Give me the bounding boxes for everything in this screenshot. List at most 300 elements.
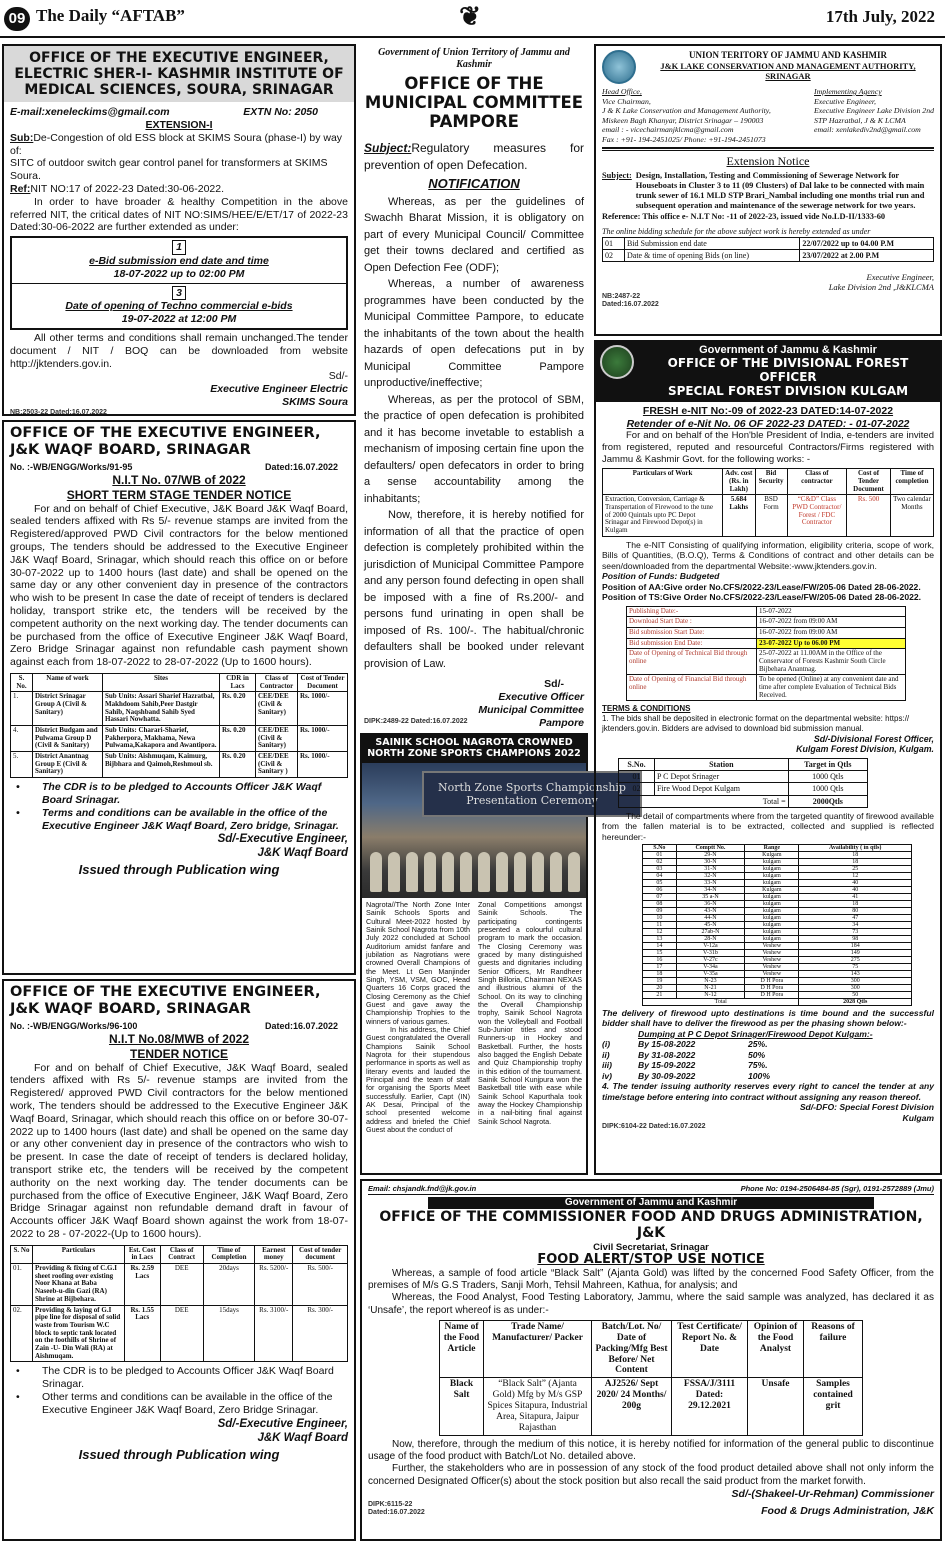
authority-name: J&K LAKE CONSERVATION AND MANAGEMENT AUTHORITY, SRINAGAR: [660, 60, 916, 82]
signatory: Sd/-Executive Engineer,: [217, 833, 348, 846]
news-photo: [362, 763, 626, 898]
phase-row: [602, 1060, 934, 1070]
notice-heading: TENDER NOTICE: [129, 1046, 228, 1061]
table-cell: 33-N: [676, 879, 745, 886]
phase-cell: By 15-08-2022: [638, 1039, 696, 1050]
table-cell: 2028 Qtls: [799, 998, 912, 1005]
bullet-item: • Terms and conditions can be available in the office of the Executive Engineer J&K Waqf Board, Zero bridge, Srinagar.: [10, 807, 348, 833]
table-cell: V-35a: [676, 970, 745, 977]
col-header: Class of Contractor: [256, 673, 298, 691]
col-header: Earnest money: [255, 1245, 293, 1263]
table-cell: Sub Units: Charari-Sharief, Pakherpora, Makhama, Newa Pulwama,Kakapora and Awantipora.: [103, 726, 220, 752]
col-header: CDR in Lacs: [220, 673, 256, 691]
notice-title: OFFICE OF THE EXECUTIVE ENGINEER, ELECTRIC SHER-I- KASHMIR INSTITUTE OF MEDICAL SCIENCES, SOURA, SRINAGAR: [4, 46, 354, 102]
ref-text: This office e- N.I.T No: -11 of 2022-23, issued vide No.LD-II/1333-60: [642, 211, 886, 221]
newspaper-header: [0, 0, 945, 38]
table-cell: 29-N: [676, 851, 745, 858]
table-cell: 184: [799, 942, 912, 949]
table-cell: 30-N: [676, 858, 745, 865]
position-of-ts: Position of TS:Give Order No.CFS/2022-23/Lease/FW/205-06 Dated 28-06-2022.: [602, 592, 922, 603]
work-table: [602, 468, 934, 537]
table-cell: District Srinagar Group A (Civil & Sanitary): [33, 692, 103, 726]
table-cell: Two calendar Months: [890, 495, 933, 536]
col-header: Target in Qtls: [788, 759, 867, 771]
table-cell: 275: [799, 956, 912, 963]
nit-number: N.I.T No.08/MWB of 2022: [108, 1032, 250, 1047]
ref-label: Reference:: [602, 211, 641, 221]
table-cell: D H Pora: [745, 984, 799, 991]
notice-ref-number: DIPK:6104-22 Dated:16.07.2022: [602, 1123, 706, 1131]
phase-cell: 100%: [748, 1070, 770, 1081]
table-cell: 44-N: [676, 914, 745, 921]
table-row: [643, 893, 912, 900]
table-cell: 40: [799, 886, 912, 893]
table-cell: BSD Form: [755, 495, 787, 536]
table-cell: 23-07-2022 Up to 06.00 PM: [757, 638, 906, 649]
paragraph: Whereas, as per the protocol of SBM, the practice of open defecation is prohibited and it has become invetable to establish a mechanism of imposing certain fine upon the defaulters/ open defecators in order to bring a sense accountability among the inhabitants;: [364, 393, 584, 505]
table-cell: kulgam: [745, 928, 799, 935]
notice-lake-conservation: [594, 44, 942, 336]
table-cell: Fire Wood Depot Kulgam: [655, 783, 789, 795]
table-cell: 28-N: [676, 935, 745, 942]
table-row: [643, 879, 912, 886]
signatory-office: Kulgam Forest Division, Kulgam.: [796, 744, 934, 755]
table-cell: Rs. 3100/-: [255, 1305, 293, 1362]
table-cell: 149: [799, 949, 912, 956]
table-cell: kulgam: [745, 935, 799, 942]
notice-phone: Phone No: 0194-2506484-85 (Sgr), 0191-2572889 (Jmu): [740, 1184, 934, 1193]
table-cell: 09: [643, 907, 677, 914]
government-line: Government of Jammu & Kashmir: [699, 344, 877, 356]
table-row: [643, 935, 912, 942]
table-cell: 1000 Qtls: [788, 771, 867, 783]
phase-cell: (i): [602, 1039, 611, 1050]
table-row: [643, 970, 912, 977]
address-line: Vice Chairman,: [602, 96, 651, 106]
table-cell: Veshew: [745, 942, 799, 949]
table-cell: Rs. 5200/-: [255, 1264, 293, 1305]
table-cell: Kulgam: [745, 886, 799, 893]
col-header: S. No: [11, 1245, 33, 1263]
table-cell: Date & time of opening Bids (on line): [625, 249, 800, 261]
row-number: 1: [172, 240, 186, 255]
table-cell: Veshew: [745, 963, 799, 970]
notification-heading: NOTIFICATION: [428, 175, 520, 191]
table-cell: 01: [643, 851, 677, 858]
notice-forest-kulgam: [594, 340, 942, 1175]
table-row: [627, 627, 906, 638]
table-cell: 4.: [11, 726, 33, 752]
terms-item: 1. The bids shall be deposited in electronic format on the departmental website: https:// jktenders.gov.in. Bidders are advised to download bid submission manual.: [602, 714, 910, 733]
signatory: Executive Engineer Electric: [210, 383, 348, 396]
newspaper-logo: ❦: [459, 2, 481, 32]
table-cell: District Budgam and Pulwama Group D (Civil & Sanitary): [33, 726, 103, 752]
notice-ref-number: DIPK:6115-22: [368, 1500, 413, 1508]
table-cell: 45-N: [676, 921, 745, 928]
table-row: [643, 956, 912, 963]
table-cell: 01: [619, 771, 655, 783]
table-cell: 43-N: [676, 907, 745, 914]
table-cell: 02: [619, 783, 655, 795]
subject-text: De-Congestion of old ESS block at SKIMS Soura (phase-I) by way of:: [10, 131, 343, 157]
phase-cell: By 15-09-2022: [638, 1060, 696, 1071]
table-cell: 04: [643, 872, 677, 879]
phase-cell: iii): [602, 1060, 613, 1071]
position-of-aa: Position of AA:Give order No.CFS/2022-23/Lease/FW/205-06 Dated 28-06-2022.: [602, 581, 921, 592]
table-row: [619, 771, 868, 783]
table-cell: 35 a-N: [676, 893, 745, 900]
col-header: Comptt No.: [676, 844, 745, 851]
table-cell: CEE/DEE (Civil & Sanitary): [256, 726, 298, 752]
table-cell: Unsafe: [748, 1378, 804, 1436]
table-cell: V-12a: [676, 942, 745, 949]
phase-cell: By 31-08-2022: [638, 1049, 696, 1060]
subject-label: Subject:: [364, 141, 412, 156]
table-row: [643, 914, 912, 921]
table-cell: 50: [799, 991, 912, 998]
signatory-office: Lake Division 2nd ,J&KLCMA: [828, 282, 934, 293]
phase-cell: 50%: [748, 1049, 766, 1060]
terms-item: 4. The tender issuing authority reserves every right to cancel the tender at any time/stage before entering into contract without assigning any reason thereof.: [602, 1081, 934, 1102]
phase-cell: ii): [602, 1049, 610, 1060]
table-cell: Providing & laying of G.I pipe line for disposal of solid waste from Tourism W.C block to septic tank located on the foothills of Shrine of Zain -U- Din Wali (RA) at Aishmuqam.: [33, 1305, 125, 1362]
col-header: Class of Contract: [160, 1245, 203, 1263]
table-cell: To be opened (Online) at any convenient date and time after complete Evaluation of Technical Bids Received.: [757, 675, 906, 701]
table-cell: 18: [799, 851, 912, 858]
table-row: [643, 998, 912, 1005]
paragraph: Whereas, the Food Analyst, Food Testing Laboratory, Jammu, where the said sample was analyzed, has declared it as ‘Unsafe’, the report whereof is as under:-: [368, 1292, 934, 1316]
delivery-note: The delivery of firewood upto destinations is time bound and the successful bidder shall have to deliver the firewood as per the phasing shown below:-: [602, 1007, 934, 1029]
table-cell: 02: [643, 858, 677, 865]
address-line: Executive Engineer Lake Division 2nd: [814, 106, 934, 115]
table-row: [11, 1264, 348, 1305]
nit-number: N.I.T No. 07/WB of 2022: [112, 473, 246, 488]
table-row: [643, 900, 912, 907]
address-line: J & K Lake Conservation and Management Authority,: [602, 106, 771, 115]
table-row: [643, 858, 912, 865]
paragraph: Whereas, as per the guidelines of Swachh Bharat Mission, it is obligatory on part of every Municipal Council/ Committee get their towns declared and certified as Open Defection Fee (ODF);: [364, 195, 584, 274]
notice-title: OFFICE OF THE EXECUTIVE ENGINEER, J&K WAQF BOARD, SRINAGAR: [10, 425, 321, 458]
subject-text: Design, Installation, Testing and Commissioning of Sewerage Network for Houseboats in Cluster 3 to 11 (09 Clusters) of Dal lake to be connected with main trunk sewer of 16.1 MLD STP Brari_Nambal including one months trial run and subsequent operation and maintenance of the sewerage network for two years.: [635, 170, 925, 211]
paragraph: Whereas, a sample of food article “Black Salt” (Ajanta Gold) was lifted by the concerned Food Safety Officer, from the premises of M/s G.S Traders, Sanji Morh, Tehsil Mahreen, Kathua, for analysis; and: [368, 1268, 934, 1292]
sd-label: Sd/-: [544, 678, 564, 691]
table-row: [11, 1305, 348, 1362]
table-cell: Providing & fixing of C.G.I sheet roofing over existing Noor Khana at Baba Naseeb-u-din Gazi (RA) Shrine at Bijbehara.: [33, 1264, 125, 1305]
table-cell: 12: [643, 928, 677, 935]
table-cell: 08: [643, 900, 677, 907]
table-cell: Total: [643, 998, 799, 1005]
table-cell: 31-N: [676, 865, 745, 872]
address-line: email : - vicechairmanjklcma@gmail.com: [602, 125, 734, 134]
address-line: Fax : +91- 194-2451025/ Phone: +91-194-2451073: [602, 134, 766, 144]
signatory-office: Food & Drugs Administration, J&K: [761, 1504, 934, 1517]
table-cell: 75: [799, 963, 912, 970]
bullet-item: • The CDR is to be pledged to Accounts Officer J&K Waqf Board Srinagar.: [10, 781, 348, 807]
address-line: STP Hazratbal, J & K LCMA: [814, 115, 906, 125]
table-cell: 34: [799, 921, 912, 928]
table-cell: Black Salt: [440, 1378, 484, 1436]
col-header: S. No.: [11, 673, 33, 691]
table-cell: CEE/DEE (Civil & Sanitary): [256, 692, 298, 726]
notice-number: No. :-WB/ENGG/Works/96-100: [10, 1021, 138, 1032]
table-cell: 02.: [11, 1305, 33, 1362]
table-cell: 36-N: [676, 900, 745, 907]
notice-body: For and on behalf of Chief Executive, J&K Waqf Board, sealed tenders affixed with Rs 5/- revenue stamps are invited from the Registered/ approved PWD Civil contractors for the below mentioned work, The tenders should be addressed to the Executive Engineer J&K Waqf Board, Srinagar, which should reach this office on or before 30-07-2022 up to 1400 hours (last date) and shall be opened on the same day or any other convenient day in presence of the contractors who wish to be present. In case the date of receipt of tenders is declared holiday, transport strike etc, the tenders will be received by the competent authority on the next working day. The tender documents can be purchased from the office of Executive Engineer, J&K Waqf Board, Zero Bridge Srinagar against non refundable demand draft in favour of Accounts officer J&K Waqf Board shown against the work from 18-07-2022 to 28 - 07-2022-(Up to 1600 hours).: [10, 1061, 348, 1240]
table-cell: 16: [643, 956, 677, 963]
phasing-heading: Dumping at P C Depot Srinager/Firewood Depot Kulgam:-: [638, 1028, 873, 1039]
table-cell: kulgam: [745, 893, 799, 900]
photo-banner: North Zone Sports Championship Presentation Ceremony: [422, 771, 642, 817]
table-row: [643, 991, 912, 998]
table-row: [11, 726, 348, 752]
col-header: Test Certificate/ Report No. & Date: [672, 1320, 748, 1378]
table-cell: Rs. 1000/-: [298, 692, 348, 726]
table-cell: 25-07-2022 at 11.00AM in the Office of the Conservator of Forests Kashmir South Circle Bijbehara Anantnag.: [757, 649, 906, 675]
address-line: Implementing Agency: [814, 87, 882, 96]
signatory-office: SKIMS Soura: [282, 396, 348, 409]
notice-body: For and on behalf of the Hon'ble President of India, e-tenders are invited from registered, reputed and resourceful Contractors/Firms registered with Jammu & Kashmir Govt. for the following works: -: [602, 430, 934, 465]
table-row: [643, 886, 912, 893]
table-row: [619, 795, 868, 807]
subject-text: Regulatory measures for prevention of open Defecation.: [364, 141, 584, 173]
notice-body-2: The e-NIT Consisting of qualifying information, eligibility criteria, scope of work, Bills of Quantities, (B.O.Q), Terms & Conditions of contract and other details can be seen/downloaded from the departmental Website:-www.jktenders.gov.in.: [602, 539, 934, 571]
table-cell: Veshew: [745, 949, 799, 956]
news-text: Zonal Competitions amongst Sainik Schools. The participating contingents presented a colourful cultural program to mark the occasion. The Closing Ceremony was graced by many distinguished guests and dignitaries including Senior Officers, Mr Randheer Singh Billoria, Chairman NEXAS and illustrious alumni of the School. On its way to clinching the Overall Championship trophy, Sainik School Nagrota won the Volleyball and Football Sub-Junior titles and stood Runners-up in Hockey and Basketball. Further, the hosts also bagged the English Debate and Quiz Championship trophy in this edition of the tournament. Sainik School Kunjpura won the Basketball title with ease while Sainik School Kapurthala took away the Hockey Championship in a nail-biting final against Sainik School Nagrota.: [478, 899, 582, 1126]
table-row: [643, 865, 912, 872]
table-cell: 5.: [11, 752, 33, 778]
table-cell: V-27c: [676, 956, 745, 963]
col-header: Cost of Tender Document: [298, 673, 348, 691]
table-cell: 20days: [203, 1264, 254, 1305]
notice-ref-number: NB:2487-22: [602, 292, 641, 300]
phase-row: [602, 1050, 934, 1060]
table-cell: 1.: [11, 692, 33, 726]
table-row: [440, 1378, 863, 1436]
col-header: Cost of Tender Document: [847, 469, 891, 495]
table-cell: “Black Salt” (Ajanta Gold) Mfg by M/s GSP Spices Sitapura, Industrial Area, Sitapura, Jaipur Rajasthan: [484, 1378, 592, 1436]
table-cell: D H Pora: [745, 991, 799, 998]
ref-label: Ref:: [10, 183, 31, 196]
signatory-place: Pampore: [539, 716, 584, 729]
notice-body: For and on behalf of Chief Executive, J&K Board J&K Waqf Board, sealed tenders affixed with Rs 5/- revenue stamps are invited from the Registered/approved PWD Civil contractors for the below mentioned groups, The tenders should be addressed to the Executive Engineer J&K Waqf Board, Srinagar, which should reach this office on or before 30-07-2022 up to 1400 hours (last date) and shall be opened on the same day or any other convenient day in presence of the contractors who wish to be present In case the date of receipt of tenders is declared holiday, transport strike etc, the tenders will be received by the competent authority on the next working day. The tender documents can be purchased from the office of Executive Engineer J&K Waqf Board, Zero Bridge Srinagar against non refundable cash payment shown against each from 18-07-2022 to 28-07-2022 (Up to 1600 hours).: [10, 502, 348, 669]
table-cell: 34-N: [676, 886, 745, 893]
row-title: Date of opening of Techno commercial e-bids: [65, 300, 293, 313]
table-cell: 41: [799, 893, 912, 900]
dates-table: [10, 236, 348, 330]
col-header: Batch/Lot. No/ Date of Packing/Mfg Best Before/ Net Content: [592, 1320, 672, 1378]
table-row: [627, 649, 906, 675]
news-title: SAINIK SCHOOL NAGROTA CROWNED NORTH ZONE SPORTS CHAMPIONS 2022: [362, 735, 586, 763]
table-cell: Veshew: [745, 956, 799, 963]
news-text: In his address, the Chief Guest congratulated the Overall Champions Sainik School Nagrota for their stupendous performance in sports as well as literary events and lauded the Principal and the team of staff for organising the Sports Meet successfully. Earlier, Capt (IN) AK Desai, Principal of the school presented welcome address and briefed the Chief Guest about the conduct of: [366, 1025, 470, 1135]
newspaper-name: The Daily “AFTAB”: [36, 6, 185, 25]
office-address: Civil Secretariat, Srinagar: [593, 1241, 709, 1253]
table-cell: 07: [643, 893, 677, 900]
table-cell: Samples contained grit: [804, 1378, 863, 1436]
table-cell: 01.: [11, 1264, 33, 1305]
table-cell: 19: [643, 977, 677, 984]
notice-number: No. :-WB/ENGG/Works/91-95: [10, 462, 133, 473]
col-header: Station: [655, 759, 789, 771]
table-cell: Date of Opening of Technical Bid through online: [627, 649, 757, 675]
table-cell: 16-07-2022 from 09:00 AM: [757, 617, 906, 628]
table-cell: District Anantnag Group E (Civil & Sanitary): [33, 752, 103, 778]
row-value: 19-07-2022 at 12:00 PM: [121, 313, 237, 326]
notice-ref-date: Dated:16.07.2022: [368, 1509, 425, 1517]
table-cell: 18: [643, 970, 677, 977]
terms-heading: TERMS & CONDITIONS: [602, 704, 691, 714]
table-cell: 11: [643, 921, 677, 928]
notice-extn: EXTN No: 2050: [243, 106, 318, 119]
table-cell: 40: [799, 879, 912, 886]
col-header: Trade Name/ Manufacturer/ Packer: [484, 1320, 592, 1378]
row-value: 18-07-2022 up to 02:00 PM: [113, 267, 245, 280]
table-row: [627, 617, 906, 628]
table-cell: N-12: [676, 991, 745, 998]
table-row: [643, 851, 912, 858]
table-cell: 12: [799, 872, 912, 879]
notice-waqf-08: [2, 979, 356, 1541]
table-cell: 23/07/2022 at 2.00 P.M: [800, 249, 934, 261]
table-cell: Sub Units: Assari Sharief Hazratbal, Makhdoom Sahib,Peer Dastgir Sahib, Naqshband Sahib Syed Hassari Nowhatta.: [103, 692, 220, 726]
table-cell: kulgam: [745, 865, 799, 872]
table-cell: 32-N: [676, 872, 745, 879]
compartments-caption: The detail of compartments where from the targeted quantity of firewood available from the fallen material is to be extracted, collected and supplied is reflected hereunder:-: [602, 810, 934, 842]
col-header: Cost of tender document: [293, 1245, 348, 1263]
table-cell: 20: [643, 984, 677, 991]
retender-line: Retender of e-Nit No. 06 OF 2022-23 DATED: - 01-07-2022: [626, 417, 910, 430]
table-cell: 15days: [203, 1305, 254, 1362]
signatory-place: Kulgam: [902, 1112, 934, 1123]
notice-title: OFFICE OF THE EXECUTIVE ENGINEER, J&K WAQF BOARD, SRINAGAR: [10, 984, 321, 1017]
table-row: [627, 638, 906, 649]
subject-label: Sub:: [10, 131, 34, 144]
alert-heading: FOOD ALERT/STOP USE NOTICE: [537, 1252, 765, 1268]
paragraph: Now, therefore, through the medium of this notice, it is hereby notified for information of the general public to discontinue usage of the food product with Batch/Lot No. detailed above.: [368, 1439, 934, 1463]
col-header: Particulars: [33, 1245, 125, 1263]
signatory: Sd/-DFO: Special Forest Division: [799, 1102, 934, 1113]
table-cell: Download Start Date :: [627, 617, 757, 628]
table-cell: Rs. 0.20: [220, 726, 256, 752]
table-row: [643, 977, 912, 984]
col-header: Time of completion: [890, 469, 933, 495]
notice-date: Dated:16.07.2022: [264, 1021, 338, 1032]
row-number: 3: [172, 286, 186, 301]
table-cell: Rs. 1000/-: [298, 752, 348, 778]
table-row: [643, 963, 912, 970]
table-cell: Bid Submission end date: [625, 237, 800, 249]
table-cell: 15-07-2022: [757, 606, 906, 617]
table-cell: V-34a: [676, 963, 745, 970]
signatory-office: Municipal Committee: [478, 703, 584, 716]
signatory-office: J&K Waqf Board: [257, 1431, 348, 1444]
table-cell: 16-07-2022 from 09:00 AM: [757, 627, 906, 638]
col-header: Name of the Food Article: [440, 1320, 484, 1378]
table-cell: kulgam: [745, 879, 799, 886]
phase-cell: 25%.: [748, 1039, 768, 1050]
subject-label: Subject:: [602, 170, 632, 180]
notice-email: E-mail:xeneleckims@gmail.com: [10, 106, 170, 119]
col-header: Particulars of Work: [603, 469, 723, 495]
notice-title: OFFICE OF THE COMMISSIONER FOOD AND DRUGS ADMINISTRATION, J&K: [379, 1209, 923, 1242]
table-cell: 73: [799, 928, 912, 935]
address-line: email: xenlakediv2nd@gmail.com: [814, 125, 921, 134]
table-cell: 1000 Qtls: [788, 783, 867, 795]
issued-through: Issued through Publication wing: [78, 1446, 280, 1462]
col-header: S.No.: [619, 759, 655, 771]
table-cell: N-23: [676, 977, 745, 984]
table-cell: Date of Opening of Financial Bid through online: [627, 675, 757, 701]
table-cell: 01: [603, 237, 625, 249]
col-header: Reasons of failure: [804, 1320, 863, 1378]
table-cell: 22/07/2022 up to 04.00 P.M: [800, 237, 934, 249]
paragraph: Whereas, a number of awareness programmes have been conducted by the Municipal Committee Pampore, to educate the inhabitants of the town about the health hazards of open defecations put in by Municipal Committee Pampore unproductive/ineffective;: [364, 278, 584, 390]
table-cell: 47: [799, 914, 912, 921]
notice-body: In order to have broader & healthy Competition in the above referred NIT, the critical dates of NIT NO:SIMS/HEE/E/ET/17 of 2022-23 Dated:30-06-2022 are further extended as under:: [10, 195, 348, 234]
notice-municipal-pampore: [360, 44, 588, 729]
table-row: [643, 928, 912, 935]
notice-food-drugs: [360, 1179, 942, 1541]
subject-text-2: SITC of outdoor switch gear control panel for transformers at SKIMS Soura.: [10, 157, 328, 183]
phase-row: [602, 1039, 934, 1049]
forest-department-logo: [600, 345, 634, 379]
phase-row: [602, 1071, 934, 1081]
signatory-office: J&K Waqf Board: [257, 847, 348, 860]
table-cell: Rs. 1000/-: [298, 726, 348, 752]
signatory: Sd/-(Shakeel-Ur-Rehman) Commissioner: [731, 1487, 934, 1500]
table-row: [643, 907, 912, 914]
table-cell: 02: [603, 249, 625, 261]
col-header: Opinion of the Food Analyst: [748, 1320, 804, 1378]
notice-skims-electric: [2, 44, 356, 416]
table-cell: Rs. 300/-: [293, 1305, 348, 1362]
table-cell: Bid submission End Date:: [627, 638, 757, 649]
table-cell: Rs. 500/-: [293, 1264, 348, 1305]
table-cell: FSSA/J/3111 Dated: 29.12.2021: [672, 1378, 748, 1436]
col-header: Est. Cost in Lacs: [125, 1245, 161, 1263]
sd-label: Sd/-: [328, 370, 348, 383]
table-cell: 25: [799, 865, 912, 872]
table-cell: kulgam: [745, 914, 799, 921]
bullet-item: • The CDR is to be pledged to Accounts Officer J&K Waqf Board Srinagar.: [10, 1365, 348, 1391]
extension-notice-heading: Extension Notice: [726, 154, 810, 168]
extension-label: EXTENSION-I: [145, 119, 213, 132]
address-line: Miskeen Bagh Khanyar, District Srinagar – 190003: [602, 115, 764, 125]
phase-cell: By 30-09-2022: [638, 1070, 696, 1081]
bullet-item: • Other terms and conditions can be available in the office of the Executive Engineer J&K Waqf Board, Zero Bridge Srinagar.: [10, 1391, 348, 1417]
works-table: [10, 673, 348, 778]
notice-date: Dated:16.07.2022: [264, 462, 338, 473]
table-row: [627, 675, 906, 701]
col-header: Name of work: [33, 673, 103, 691]
notice-title: OFFICE OF THE DIVISIONAL FOREST OFFICER: [667, 356, 909, 385]
table-cell: kulgam: [745, 907, 799, 914]
table-cell: kulgam: [745, 858, 799, 865]
address-line: Head Office,: [602, 87, 642, 96]
table-cell: Sub Units: Aishmuqam, Kaimurg, Bijbhara and Qaimoh,Reshmoul sb.: [103, 752, 220, 778]
table-cell: 18: [799, 900, 912, 907]
government-line: UNION TERITORY OF JAMMU AND KASHMIR: [689, 50, 887, 60]
table-cell: 2000Qtls: [788, 795, 867, 807]
table-cell: N-21: [676, 984, 745, 991]
col-header: Bid Security: [755, 469, 787, 495]
table-cell: “C&D” Class PWD Contractor/ Forest / FDC Contractor: [787, 495, 847, 536]
notice-email: Email: chsjandk.fnd@jk.gov.in: [368, 1184, 477, 1193]
col-header: Range: [745, 844, 799, 851]
notice-heading: SHORT TERM STAGE TENDER NOTICE: [66, 487, 292, 502]
table-cell: AJ2526/ Sept 2020/ 24 Months/ 200g: [592, 1378, 672, 1436]
notice-ref-date: Dated:16.07.2022: [602, 301, 659, 309]
